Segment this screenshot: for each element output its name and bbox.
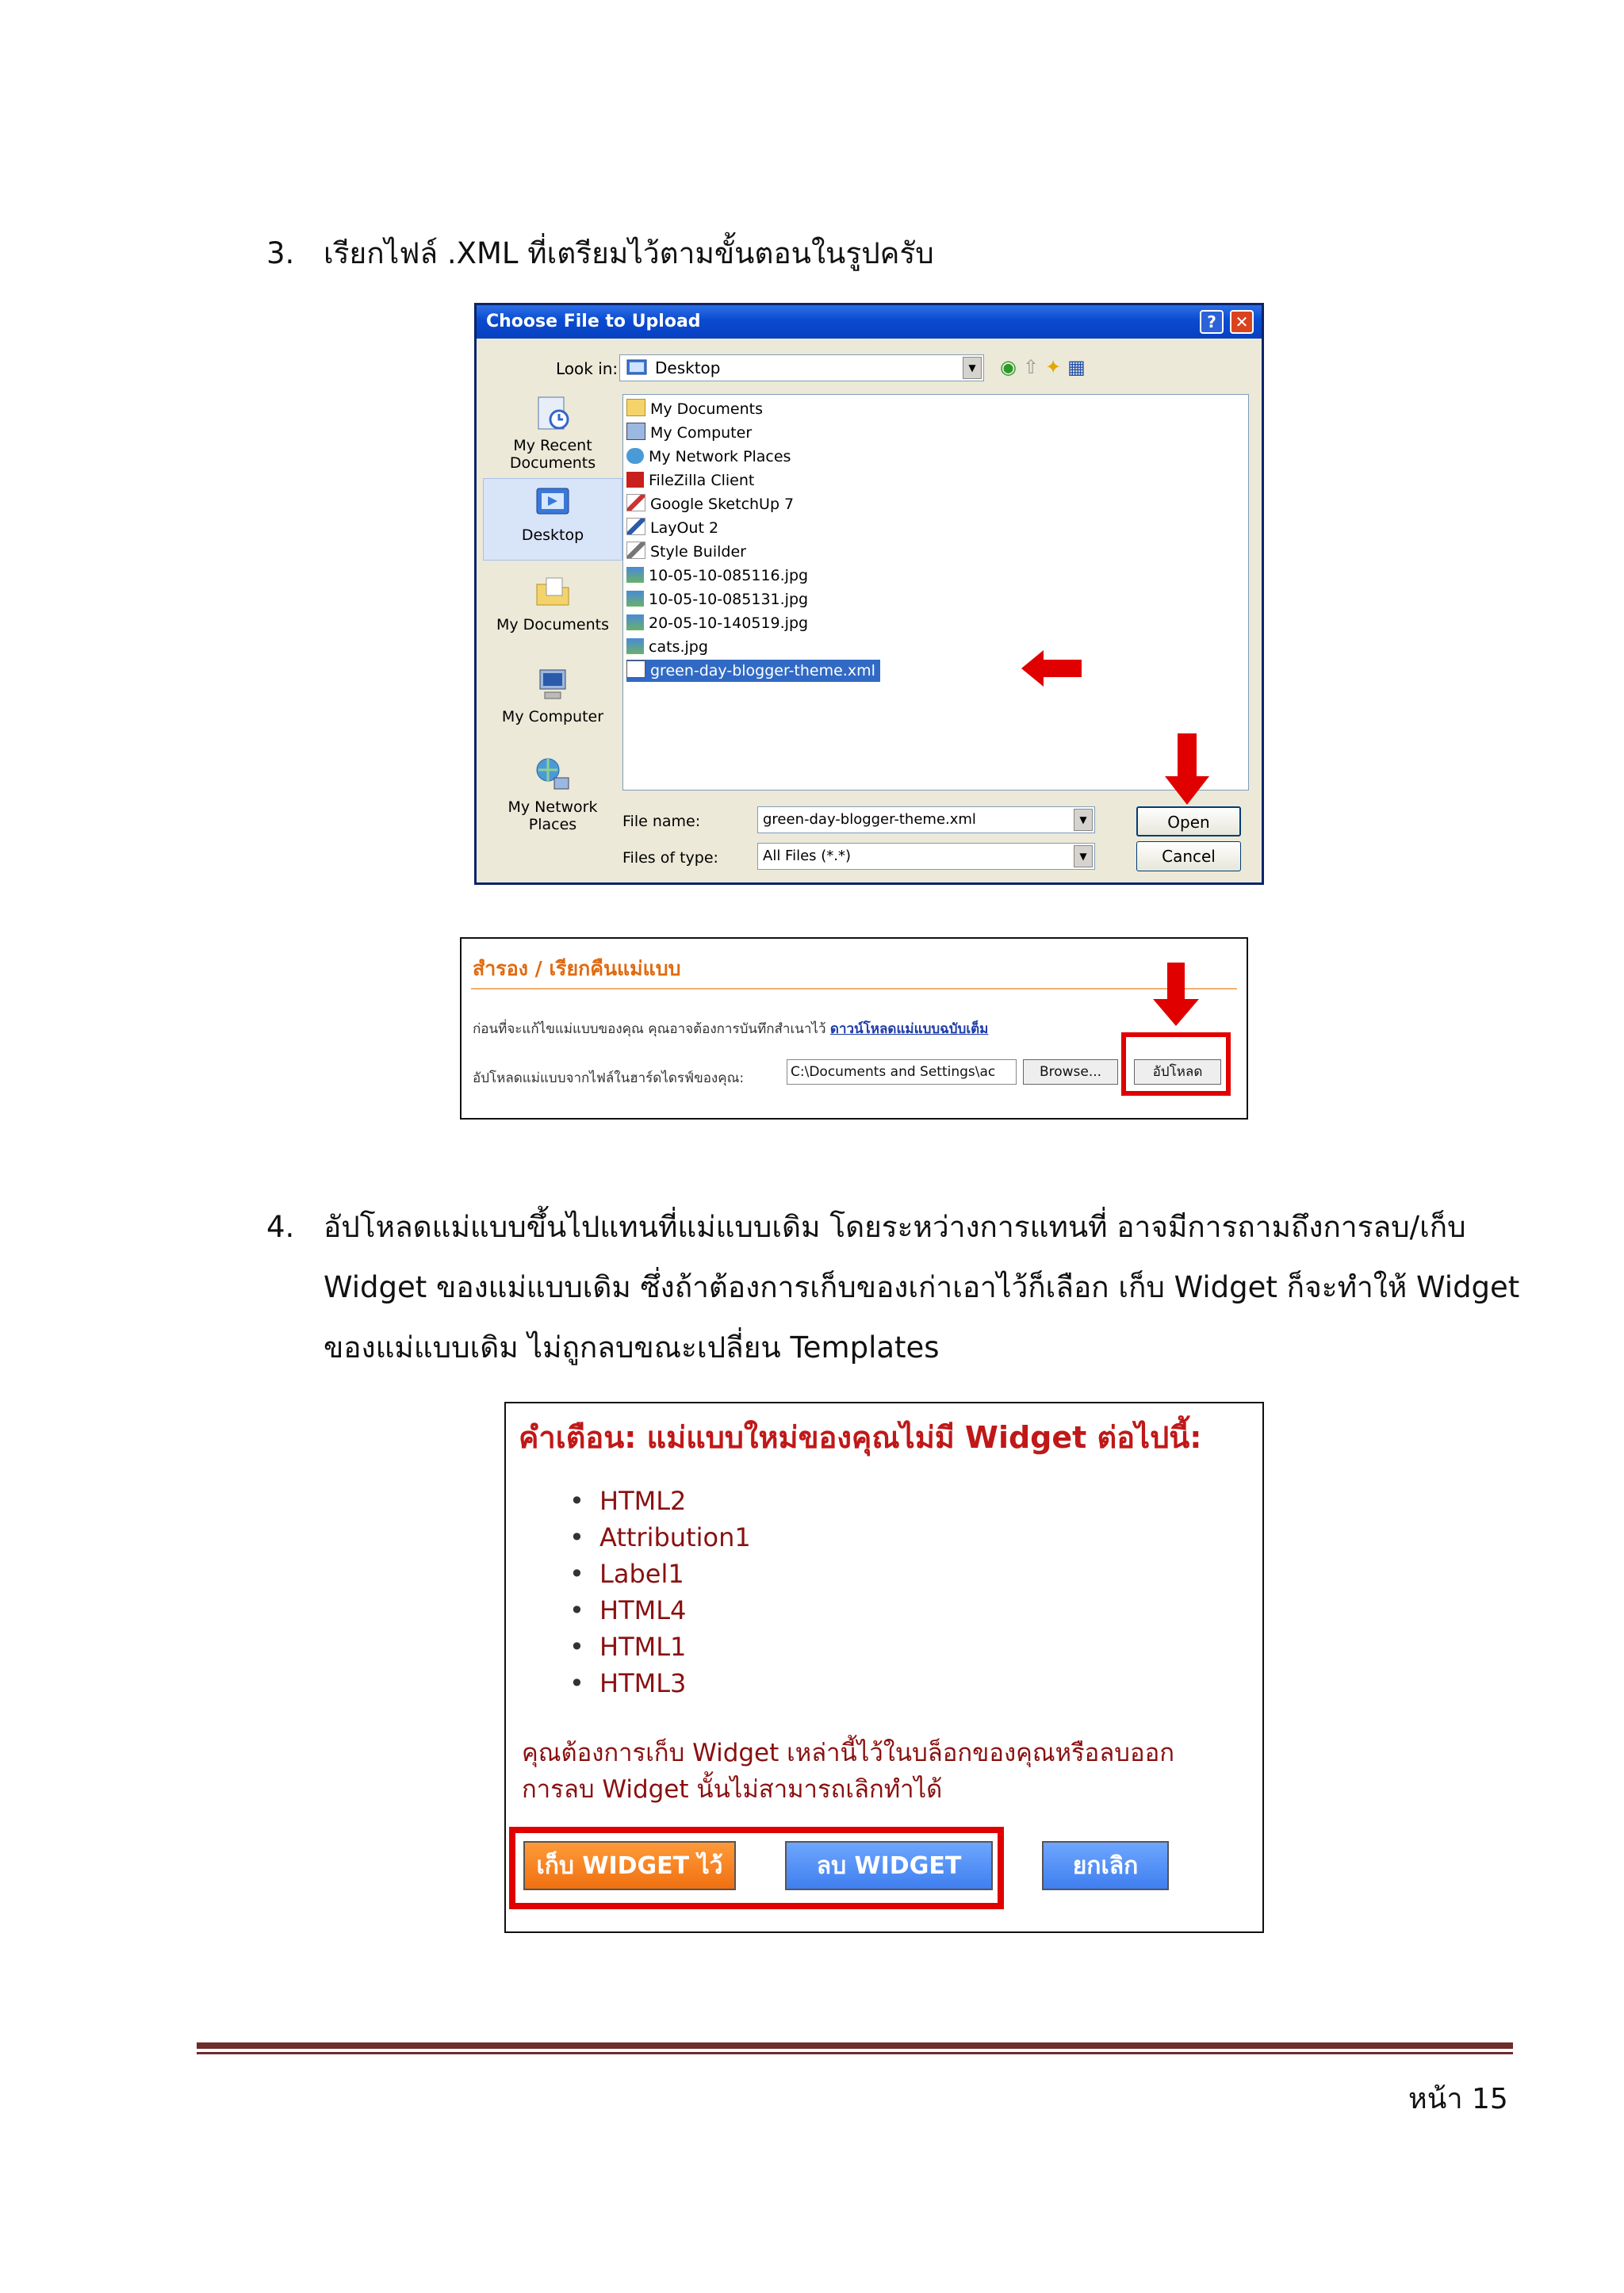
new-folder-icon[interactable]: ✦ xyxy=(1045,356,1068,378)
cancel-button[interactable]: ยกเลิก xyxy=(1042,1841,1169,1890)
choose-file-dialog xyxy=(474,303,1264,885)
page-number: หน้า 15 xyxy=(1408,2083,1508,2115)
divider xyxy=(471,988,1237,990)
step-number: 4. xyxy=(266,1210,295,1244)
widget-list xyxy=(569,1483,751,1702)
backup-description: ก่อนที่จะแก้ไขแม่แบบของคุณ คุณอาจต้องการบันทึกสำเนาไว้ ดาวน์โหลดแม่แบบฉบับเต็ม xyxy=(473,1021,989,1037)
dialog-toolbar xyxy=(1000,356,1092,378)
step-3 xyxy=(266,224,1529,284)
list-item: • HTML3 xyxy=(569,1665,751,1702)
list-item: • HTML2 xyxy=(569,1483,751,1519)
up-folder-icon[interactable]: ⇧ xyxy=(1022,356,1046,378)
warning-note: คุณต้องการเก็บ Widget เหล่านี้ไว้ในบล็อกของคุณหรือลบออก การลบ Widget นั้นไม่สามารถเลิกทำได้ xyxy=(522,1739,1174,1804)
footer-divider-thin xyxy=(197,2052,1513,2054)
list-item: • Attribution1 xyxy=(569,1519,751,1556)
upload-button[interactable]: อัปโหลด xyxy=(1134,1059,1221,1085)
list-item[interactable]: cats.jpg xyxy=(626,636,713,658)
browse-button[interactable]: Browse... xyxy=(1023,1059,1118,1085)
step-4 xyxy=(266,1197,1529,1378)
footer-divider xyxy=(197,2042,1513,2049)
place-my-network[interactable]: My Network Places xyxy=(483,754,622,833)
image-file-icon xyxy=(626,614,644,630)
upload-label: อัปโหลดแม่แบบจากไฟล์ในฮาร์ดไดรฟ์ของคุณ: xyxy=(473,1070,745,1086)
list-item[interactable]: Style Builder xyxy=(626,541,751,563)
panel-title: สำรอง / เรียกคืนแม่แบบ xyxy=(473,957,681,980)
list-item[interactable]: 10-05-10-085131.jpg xyxy=(626,588,813,611)
xml-file-icon xyxy=(626,660,645,678)
network-icon xyxy=(626,448,644,464)
download-template-link[interactable]: ดาวน์โหลดแม่แบบฉบับเต็ม xyxy=(829,1021,989,1037)
look-in-combo[interactable] xyxy=(619,354,984,381)
style-builder-icon xyxy=(626,542,645,559)
list-item[interactable]: 20-05-10-140519.jpg xyxy=(626,612,813,634)
look-in-label: Look in: xyxy=(556,359,619,378)
chevron-down-icon[interactable]: ▼ xyxy=(1074,809,1093,831)
help-button[interactable]: ? xyxy=(1200,310,1224,334)
list-item[interactable]: LayOut 2 xyxy=(626,517,723,539)
view-menu-icon[interactable]: ▦ xyxy=(1067,356,1092,378)
folder-icon xyxy=(532,572,573,613)
dialog-title: Choose File to Upload xyxy=(486,312,701,331)
place-my-computer[interactable]: My Computer xyxy=(483,664,622,725)
file-path-input[interactable]: C:\Documents and Settings\ac xyxy=(787,1059,1017,1085)
keep-widgets-button[interactable]: เก็บ WIDGET ไว้ xyxy=(523,1841,736,1890)
list-item-selected[interactable]: green-day-blogger-theme.xml xyxy=(626,660,880,682)
filezilla-icon xyxy=(626,472,644,488)
cancel-button[interactable]: Cancel xyxy=(1136,841,1241,871)
warning-title: คำเตือน: แม่แบบใหม่ของคุณไม่มี Widget ต่อไปนี้: xyxy=(519,1420,1202,1455)
widget-warning-panel xyxy=(504,1402,1264,1933)
desktop-icon xyxy=(626,358,647,377)
place-desktop[interactable]: Desktop xyxy=(483,478,622,561)
dialog-titlebar xyxy=(477,305,1262,339)
highlight-box xyxy=(1121,1032,1231,1096)
place-my-documents[interactable]: My Documents xyxy=(483,572,622,634)
chevron-down-icon[interactable]: ▼ xyxy=(1074,845,1093,867)
red-arrow-down-icon xyxy=(1151,961,1201,1028)
files-of-type-select[interactable]: All Files (*.*) ▼ xyxy=(757,843,1095,870)
open-button[interactable]: Open xyxy=(1136,806,1241,836)
place-recent-documents[interactable]: My Recent Documents xyxy=(483,392,622,472)
highlight-box xyxy=(509,1827,1004,1909)
list-item: • Label1 xyxy=(569,1556,751,1592)
files-of-type-label: Files of type: xyxy=(622,849,718,867)
sketchup-icon xyxy=(626,494,645,511)
list-item[interactable]: My Documents xyxy=(626,398,768,420)
desktop-icon xyxy=(532,482,573,523)
list-item[interactable]: My Network Places xyxy=(626,446,795,468)
red-arrow-down-icon xyxy=(1163,732,1211,806)
file-name-field[interactable]: green-day-blogger-theme.xml ▼ xyxy=(757,806,1095,833)
step-text: เรียกไฟล์ .XML ที่เตรียมไว้ตามขั้นตอนในรูปครับ xyxy=(324,236,934,270)
step-number: 3. xyxy=(266,236,295,270)
close-button[interactable]: ✕ xyxy=(1230,310,1254,334)
computer-icon xyxy=(626,423,645,440)
network-icon xyxy=(532,754,573,795)
step-text: อัปโหลดแม่แบบขึ้นไปแทนที่แม่แบบเดิม โดยระหว่างการแทนที่ อาจมีการถามถึงการลบ/เก็บ Widget ของแม่แบบเดิม ซึ่งถ้าต้องการเก็บของเก่าเอาไว้ก็เลือก เก็บ Widget ก็จะทำให้ Widget ของแม่แบบเดิม ไม่ถูกลบขณะเปลี่ยน Templates xyxy=(324,1210,1520,1365)
list-item[interactable]: My Computer xyxy=(626,422,756,444)
image-file-icon xyxy=(626,567,644,583)
red-arrow-left-icon xyxy=(1020,649,1083,688)
list-item[interactable]: FileZilla Client xyxy=(626,469,759,492)
backup-restore-panel xyxy=(460,937,1248,1120)
list-item[interactable]: 10-05-10-085116.jpg xyxy=(626,565,813,587)
recent-documents-icon xyxy=(532,392,573,434)
delete-widgets-button[interactable]: ลบ WIDGET xyxy=(785,1841,993,1890)
chevron-down-icon[interactable]: ▼ xyxy=(963,357,982,379)
folder-icon xyxy=(626,399,645,416)
list-item: • HTML4 xyxy=(569,1592,751,1629)
image-file-icon xyxy=(626,591,644,607)
layout-icon xyxy=(626,518,645,535)
places-bar xyxy=(483,385,622,844)
computer-icon xyxy=(532,664,573,705)
file-list xyxy=(622,394,1249,790)
look-in-value: Desktop xyxy=(655,358,721,377)
list-item: • HTML1 xyxy=(569,1629,751,1665)
back-icon[interactable]: ◉ xyxy=(1000,356,1023,378)
list-item[interactable]: Google SketchUp 7 xyxy=(626,493,799,515)
file-name-label: File name: xyxy=(622,813,701,830)
image-file-icon xyxy=(626,638,644,654)
